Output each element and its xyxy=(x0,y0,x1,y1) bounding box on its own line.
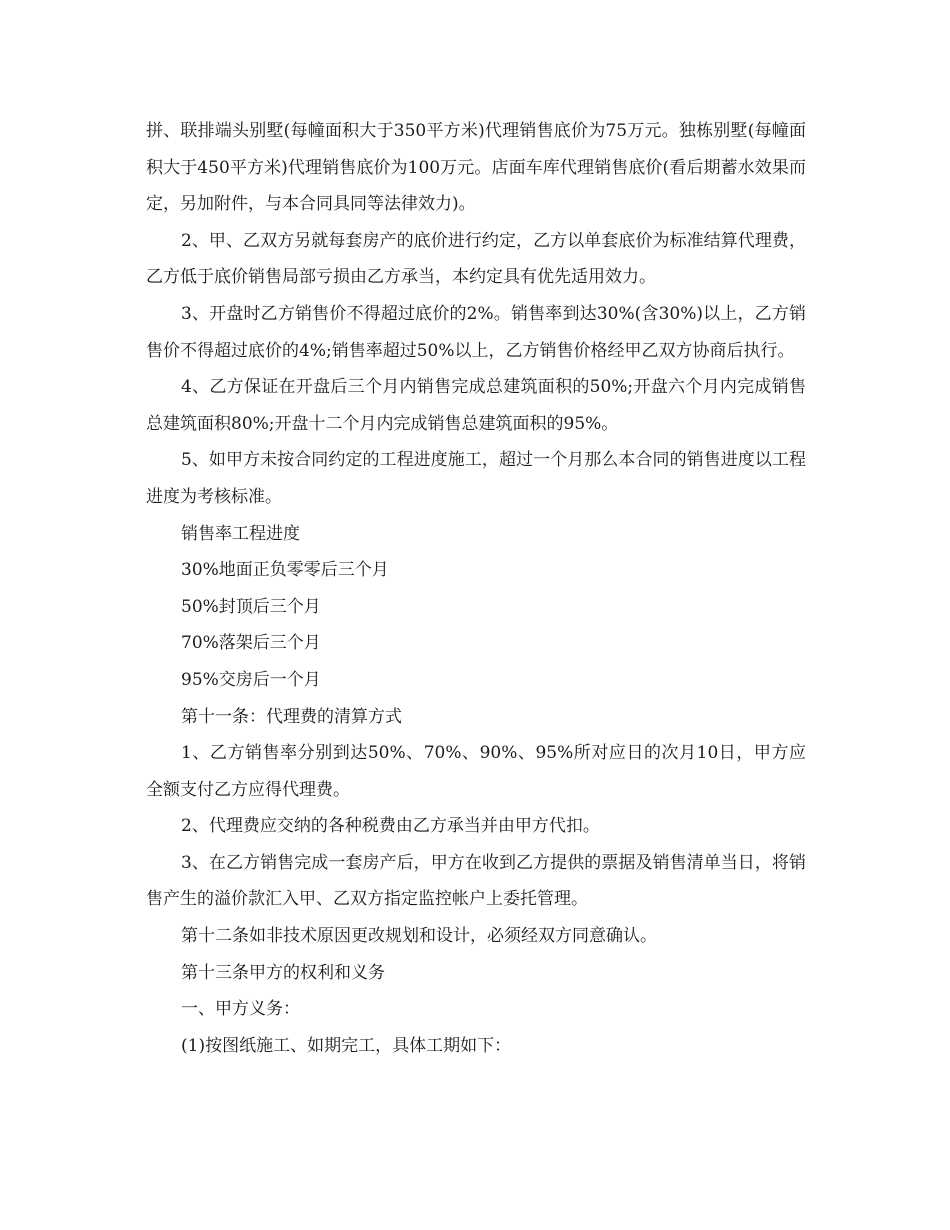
paragraph-clause-3: 3、开盘时乙方销售价不得超过底价的2%。销售率到达30%(含30%)以上，乙方销售价不得超过底价的4%;销售率超过50%以上，乙方销售价格经甲乙双方协商后执行。 xyxy=(146,303,806,361)
paragraph-clause-4: 4、乙方保证在开盘后三个月内销售完成总建筑面积的50%;开盘六个月内完成销售总建筑面积80%;开盘十二个月内完成销售总建筑面积的95%。 xyxy=(146,377,806,434)
schedule-item-30: 30%地面正负零零后三个月 xyxy=(181,560,389,581)
paragraph-clause-2: 2、甲、乙双方另就每套房产的底价进行约定，乙方以单套底价为标准结算代理费，乙方低于底价销售局部亏损由乙方承当，本约定具有优先适用效力。 xyxy=(146,230,806,288)
schedule-item-70: 70%落架后三个月 xyxy=(181,633,321,654)
schedule-item-50: 50%封顶后三个月 xyxy=(181,596,321,617)
paragraph-villa-base-price: 拼、联排端头别墅(每幢面积大于350平方米)代理销售底价为75万元。独栋别墅(每幢面积大于450平方米)代理销售底价为100万元。店面车库代理销售底价(看后期蓄水效果而定，另加附件，与本合同具同等法律效力)。 xyxy=(146,121,806,215)
party-a-obligations-heading: 一、甲方义务： xyxy=(181,999,300,1020)
article-12: 第十二条如非技术原因更改规划和设计，必须经双方同意确认。 xyxy=(181,926,657,947)
document-body xyxy=(146,113,806,1064)
paragraph-clause-5: 5、如甲方未按合同约定的工程进度施工，超过一个月那么本合同的销售进度以工程进度为考核标准。 xyxy=(146,450,806,507)
article-11-item-1: 1、乙方销售率分别到达50%、70%、90%、95%所对应日的次月10日，甲方应全额支付乙方应得代理费。 xyxy=(146,743,806,800)
schedule-header: 销售率工程进度 xyxy=(181,523,300,544)
article-11-item-2: 2、代理费应交纳的各种税费由乙方承当并由甲方代扣。 xyxy=(181,816,600,837)
schedule-item-95: 95%交房后一个月 xyxy=(181,669,321,690)
article-11-item-3: 3、在乙方销售完成一套房产后，甲方在收到乙方提供的票据及销售清单当日，将销售产生的溢价款汇入甲、乙双方指定监控帐户上委托管理。 xyxy=(146,852,806,910)
article-11-heading: 第十一条：代理费的清算方式 xyxy=(181,706,402,727)
article-13-heading: 第十三条甲方的权利和义务 xyxy=(181,962,385,983)
party-a-obligation-1: (1)按图纸施工、如期完工，具体工期如下： xyxy=(181,1035,512,1056)
